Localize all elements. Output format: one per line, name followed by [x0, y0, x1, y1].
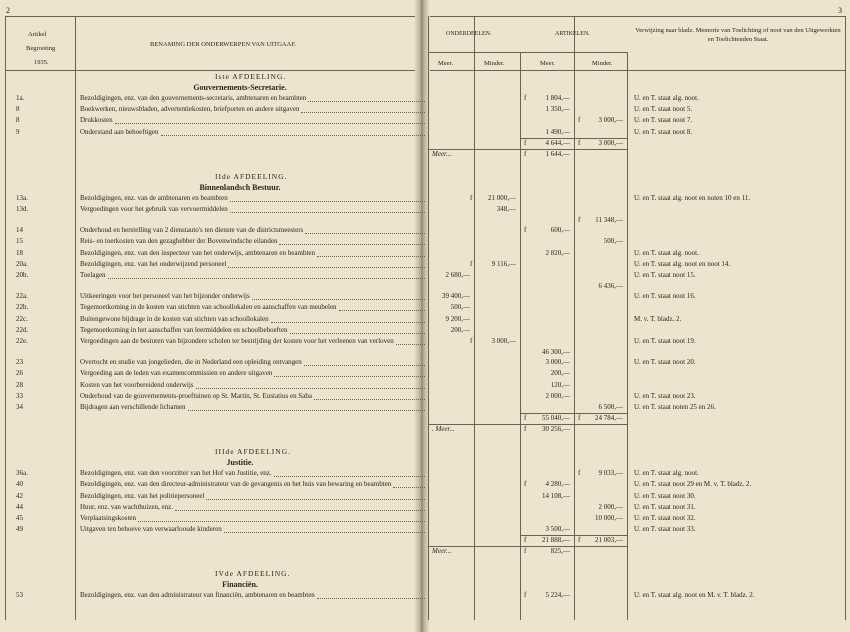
header-artikelen: ARTIKELEN.: [555, 31, 590, 37]
article-description: Bezoldigingen, enz. van den administrateur van financiën, ambtenaren en beambten: [80, 591, 315, 600]
article-description: Bijdragen aan verschillende lichamen: [80, 403, 186, 411]
leader-dots: [138, 520, 425, 522]
article-description: Overtocht en studie van jongelieden, die in Nederland een opleiding ontvangen: [80, 358, 302, 367]
artikel-meer-amount: 14 108,—: [542, 491, 570, 500]
artikel-minder-amount-florin: f: [578, 116, 581, 125]
rule: [627, 52, 628, 620]
onderdeel-minder-amount-florin: f: [470, 337, 473, 345]
header-artikelen-meer: Meer.: [540, 60, 555, 67]
artikel-minder-amount: 3 000,—: [598, 116, 623, 125]
artikel-meer-amount: 30 256,—: [542, 425, 570, 434]
article-description: Bezoldigingen, enz. van de ambtenaren en beambten: [80, 193, 228, 202]
reference-note: U. en T. staat alg. noot.: [634, 94, 699, 102]
header-artikel: Artikel: [28, 31, 47, 38]
leader-dots: [308, 100, 425, 102]
section-heading: IIde AFDEELING.: [215, 171, 288, 181]
article-description: Bezoldigingen, enz. van het onderwijzend personeel: [80, 259, 227, 268]
meer-label: Meer...: [432, 547, 452, 556]
leader-dots: [175, 509, 425, 511]
artikel-minder-amount: 3 000,—: [598, 138, 623, 147]
reference-note: U. en T. staat noot 29 en M. v. T. bladz. 2.: [634, 480, 752, 489]
rule: [5, 16, 415, 17]
onderdeel-meer-amount: 200,—: [450, 325, 470, 334]
onderdeel-meer-amount: 2 680,—: [445, 271, 470, 279]
article-number: 20b.: [16, 271, 29, 279]
artikel-minder-amount-florin: f: [578, 216, 581, 225]
article-description: Onderstand aan behoeftigen: [80, 127, 159, 136]
artikel-meer-amount-florin: f: [524, 425, 527, 434]
onderdeel-meer-amount: 39 400,—: [442, 292, 470, 301]
artikel-meer-amount-florin: f: [524, 414, 527, 423]
article-number: 22e.: [16, 337, 28, 345]
artikel-meer-amount: 3 000,—: [545, 358, 570, 367]
article-description: Uitgaven ten behoeve van verwaarloosde kinderen: [80, 525, 222, 534]
leader-dots: [230, 211, 425, 213]
onderdeel-minder-amount: 348,—: [496, 205, 516, 213]
article-description: Toelagen: [80, 271, 106, 279]
article-description: Drukkosten: [80, 116, 113, 125]
right-page-number: 3: [838, 6, 842, 15]
header-artikelen-minder: Minder.: [592, 60, 613, 67]
header-onderdeelen-meer: Meer.: [438, 60, 453, 67]
article-number: 44: [16, 502, 23, 511]
artikel-meer-amount: 5 224,—: [545, 591, 570, 600]
rule: [428, 52, 627, 53]
artikel-meer-amount: 21 888,—: [542, 536, 570, 545]
leader-dots: [274, 475, 425, 477]
leader-dots: [317, 597, 425, 599]
article-number: 45: [16, 514, 23, 522]
article-number: 23: [16, 358, 23, 367]
article-number: 22d.: [16, 325, 29, 334]
section-heading: Iste AFDEELING.: [215, 72, 287, 81]
article-number: 18: [16, 248, 23, 257]
rule: [430, 16, 845, 17]
artikel-meer-amount-florin: f: [524, 149, 527, 158]
reference-note: U. en T. staat noot 32.: [634, 514, 696, 522]
artikel-minder-amount-florin: f: [578, 536, 581, 545]
article-description: Buitengewone bijdrage in de kosten van stichten van schoollokalen: [80, 314, 269, 323]
reference-note: U. en T. staat noot 31.: [634, 502, 696, 511]
subsection-heading: Binnenlandsch Bestuur.: [199, 182, 281, 192]
reference-note: U. en T. staat noot 20.: [634, 358, 696, 367]
subsection-heading: Justitie.: [226, 458, 254, 468]
reference-note: U. en T. staat noot 16.: [634, 292, 696, 301]
rule: [574, 16, 575, 620]
article-description: Vergoedingen voor het gebruik van vervoermiddelen: [80, 205, 228, 213]
artikel-meer-amount-florin: f: [524, 226, 527, 235]
leader-dots: [196, 387, 425, 389]
left-page-number: 2: [6, 6, 10, 15]
artikel-meer-amount-florin: f: [524, 547, 527, 556]
reference-note: U. en T. staat noot 5.: [634, 105, 693, 114]
artikel-meer-amount: 200,—: [550, 369, 570, 378]
reference-note: U. en T. staat noot 33.: [634, 525, 696, 534]
artikel-meer-amount: 120,—: [550, 380, 570, 389]
onderdeel-minder-amount: 9 116,—: [491, 259, 516, 268]
artikel-minder-amount: 11 348,—: [595, 216, 623, 225]
onderdeel-minder-amount-florin: f: [470, 259, 473, 268]
leader-dots: [279, 243, 425, 245]
article-number: 8: [16, 116, 20, 125]
artikel-meer-amount-florin: f: [524, 94, 527, 102]
article-description: Onderhoud en herstelling van 2 dienstauto's ten dienste van de districtsmeesters: [80, 226, 304, 235]
artikel-meer-amount: 600,—: [550, 226, 570, 235]
artikel-meer-amount: 2 820,—: [545, 248, 570, 257]
article-description: Huur, enz. van wachthuizen, enz.: [80, 502, 174, 511]
article-number: 1a.: [16, 94, 25, 102]
leader-dots: [188, 409, 425, 411]
onderdeel-meer-amount: 500,—: [450, 303, 470, 312]
header-begrooting: Begrooting: [26, 45, 56, 52]
article-description: Tegemoetkoming in het aanschaffen van leermiddelen en schoolbehoeften: [80, 325, 288, 334]
leader-dots: [206, 498, 425, 500]
artikel-minder-amount: 2 000,—: [598, 502, 623, 511]
leader-dots: [317, 255, 425, 257]
article-number: 13a.: [16, 193, 28, 202]
leader-dots: [396, 343, 425, 345]
artikel-meer-amount: 825,—: [550, 547, 570, 556]
reference-note: U. en T. staat noot 15.: [634, 271, 696, 279]
leader-dots: [108, 277, 425, 279]
artikel-minder-amount-florin: f: [578, 138, 581, 147]
leader-dots: [305, 232, 425, 234]
header-onderdeelen: ONDERDEELEN.: [446, 31, 492, 37]
leader-dots: [301, 111, 425, 113]
onderdeel-minder-amount: 3 000,—: [491, 337, 516, 345]
meer-label: Meer...: [432, 149, 452, 158]
article-number: 33: [16, 391, 23, 400]
artikel-minder-amount: 6 436,—: [598, 282, 623, 291]
article-description: Bezoldigingen, enz. van den directeur-administrateur van de gevangenis en het huis van bewaring en beambten: [80, 480, 392, 489]
artikel-meer-amount-florin: f: [524, 536, 527, 545]
reference-note: U. en T. staat alg. noot en M. v. T. bladz. 2.: [634, 591, 755, 600]
leader-dots: [274, 375, 425, 377]
leader-dots: [224, 531, 425, 533]
article-number: 13d.: [16, 205, 29, 213]
section-heading: IIIde AFDEELING.: [215, 447, 291, 457]
reference-note: U. en T. staat alg. noot en noot 14.: [634, 259, 731, 268]
artikel-meer-amount: 1 490,—: [545, 127, 570, 136]
article-number: 40: [16, 480, 23, 489]
article-description: Verplaatsingskosten: [80, 514, 136, 522]
artikel-minder-amount: 21 003,—: [595, 536, 623, 545]
article-number: 8: [16, 105, 20, 114]
leader-dots: [228, 266, 425, 268]
leader-dots: [161, 134, 425, 136]
article-number: 22a.: [16, 292, 28, 301]
article-number: 36a.: [16, 469, 28, 478]
reference-note: U. en T. staat noten 25 en 26.: [634, 403, 716, 411]
rule: [5, 70, 415, 71]
header-year: 1935.: [34, 59, 49, 66]
artikel-minder-amount: 9 033,—: [598, 469, 623, 478]
artikel-minder-amount: 10 000,—: [595, 514, 623, 522]
article-number: 22b.: [16, 303, 29, 312]
article-description: Bezoldigingen, enz. van het politiepersoneel: [80, 491, 205, 500]
artikel-meer-amount-florin: f: [524, 480, 527, 489]
rule: [5, 16, 6, 620]
artikel-meer-amount-florin: f: [524, 138, 527, 147]
reference-note: M. v. T. bladz. 2.: [634, 314, 682, 323]
article-number: 9: [16, 127, 20, 136]
article-number: 20a.: [16, 259, 28, 268]
artikel-minder-amount: 500,—: [603, 237, 623, 246]
leader-dots: [304, 364, 425, 366]
section-heading: IVde AFDEELING.: [215, 569, 291, 579]
article-description: Kosten van het voorbereidend onderwijs: [80, 380, 194, 389]
artikel-meer-amount: 46 300,—: [542, 348, 570, 357]
artikel-minder-amount: 6 500,—: [598, 403, 623, 411]
leader-dots: [230, 200, 425, 202]
article-description: Bezoldigingen, enz. van den gouvernements-secretaris, ambtenaren en beambten: [80, 94, 307, 102]
meer-label: . Meer...: [432, 425, 455, 434]
rule: [845, 16, 846, 620]
header-onderdeelen-minder: Minder.: [484, 60, 505, 67]
onderdeel-meer-amount: 9 200,—: [445, 314, 470, 323]
article-number: 22c.: [16, 314, 28, 323]
article-number: 28: [16, 380, 23, 389]
article-number: 34: [16, 403, 23, 411]
leader-dots: [115, 122, 425, 124]
leader-dots: [393, 486, 425, 488]
article-number: 26: [16, 369, 23, 378]
article-number: 49: [16, 525, 23, 534]
artikel-meer-amount: 3 500,—: [545, 525, 570, 534]
article-description: Boekwerken, nieuwsbladen, advertentiekosten, briefporten en andere uitgaven: [80, 105, 300, 114]
artikel-meer-amount-florin: f: [524, 591, 527, 600]
article-number: 15: [16, 237, 23, 246]
leader-dots: [290, 332, 425, 334]
reference-note: U. en T. staat noot 7.: [634, 116, 693, 125]
onderdeel-minder-amount: 21 000,—: [488, 193, 516, 202]
article-number: 14: [16, 226, 23, 235]
leader-dots: [271, 321, 425, 323]
reference-note: U. en T. staat alg. noot.: [634, 248, 699, 257]
reference-note: U. en T. staat noot 8.: [634, 127, 693, 136]
article-description: Bezoldigingen, enz. van den inspecteur van het onderwijs, ambtenaren en beambten: [80, 248, 315, 257]
reference-note: U. en T. staat alg. noot en noten 10 en 11.: [634, 193, 751, 202]
article-description: Reis- en toerkosten van den gezaghebber der Bovenwindsche eilanden: [80, 237, 278, 246]
rule: [474, 16, 475, 620]
rule: [430, 70, 845, 71]
article-description: Bezoldigingen, enz. van den voorzitter van het Hof van Justitie, enz.: [80, 469, 272, 478]
header-benaming: BENAMING DER ONDERWERPEN VAN UITGAAF.: [150, 41, 297, 48]
reference-note: U. en T. staat alg. noot.: [634, 469, 699, 478]
artikel-minder-amount-florin: f: [578, 414, 581, 423]
article-description: Uitkeeringen voor het personeel van het bijzonder onderwijs: [80, 292, 250, 301]
artikel-meer-amount: 1 644,—: [545, 149, 570, 158]
article-number: 53: [16, 591, 23, 600]
artikel-meer-amount: 2 000,—: [545, 391, 570, 400]
subsection-heading: Financiën.: [222, 580, 258, 590]
artikel-meer-amount: 55 040,—: [542, 414, 570, 423]
article-number: 42: [16, 491, 23, 500]
artikel-minder-amount-florin: f: [578, 469, 581, 478]
subsection-heading: Gouvernements-Secretarie.: [193, 83, 287, 92]
article-description: Vergoeding aan de leden van examencommissien en andere uitgaven: [80, 369, 273, 378]
article-description: Tegemoetkoming in de kosten van stichten van schoollokalen en aanschaffen van meubelen: [80, 303, 337, 312]
article-description: Onderhoud van de gouvernements-proeftuinen op St. Martin, St. Eustatius en Saba: [80, 391, 312, 400]
artikel-meer-amount: 1 804,—: [545, 94, 570, 102]
reference-note: U. en T. staat noot 23.: [634, 391, 696, 400]
rule: [75, 16, 76, 620]
artikel-minder-amount: 24 784,—: [595, 414, 623, 423]
leader-dots: [314, 398, 425, 400]
article-description: Vergoedingen aan de besturen van bijzondere scholen ter bestrijding der kosten voor het verleenen van verloven: [80, 337, 394, 345]
artikel-meer-amount: 4 280,—: [545, 480, 570, 489]
leader-dots: [252, 298, 425, 300]
artikel-meer-amount: 4 644,—: [545, 138, 570, 147]
reference-note: U. en T. staat noot 30.: [634, 491, 696, 500]
onderdeel-minder-amount-florin: f: [470, 193, 473, 202]
header-verwijzing: Verwijzing naar bladz. Memorie van Toelichting of noot van den Uitgewerkten en Toelichtenden Staat.: [635, 27, 841, 43]
artikel-meer-amount: 1 350,—: [545, 105, 570, 114]
reference-note: U. en T. staat noot 19.: [634, 337, 696, 345]
